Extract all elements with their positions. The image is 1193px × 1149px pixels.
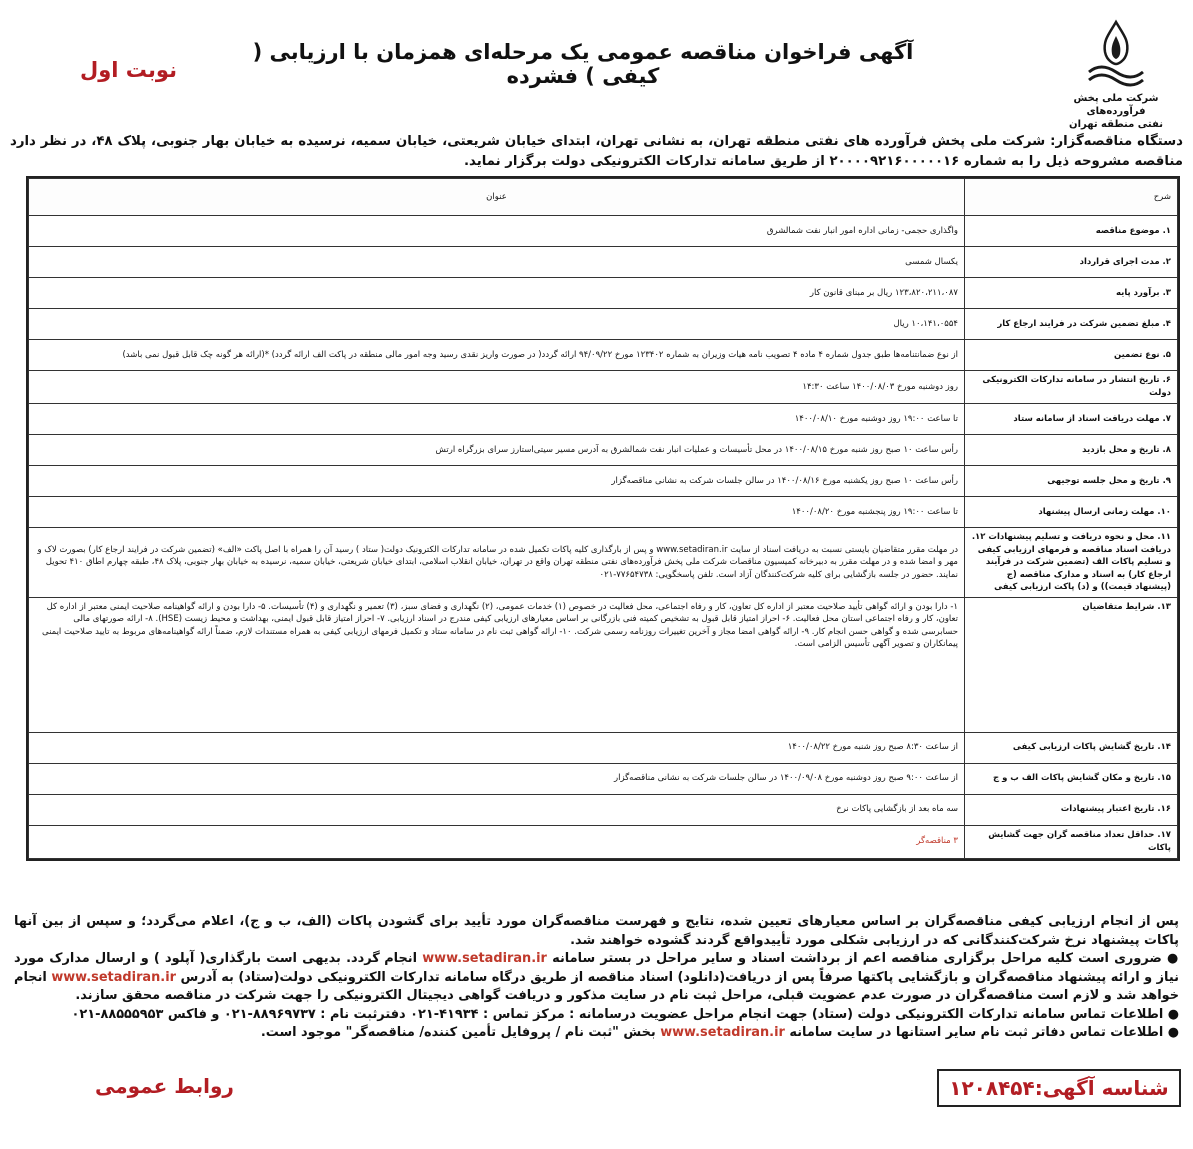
table-row — [29, 794, 1178, 825]
note-provinces-text-a: ● اطلاعات تماس دفاتر ثبت نام سایر استانها در سایت سامانه — [789, 1025, 1179, 1040]
ad-title: آگهی فراخوان مناقصه عمومی یک مرحله‌ای همزمان با ارزیابی ( کیفی ) فشرده — [252, 40, 914, 88]
table-row — [29, 309, 1178, 340]
note-evaluation: پس از انجام ارزیابی کیفی مناقصه‌گران بر اساس معیارهای تعیین شده، نتایج و فهرست مناقصه‌گران مورد تأیید برای گشودن پاکات (الف، ب و ج)، اعلام می‌گردد؛ و سپس از بین آنها پاکات پیشنهاد نرخ شرکت‌کنندگانی که در ارزیابی شکلی مورد تأییدواقع گردند گشوده خواهند شد. — [14, 914, 1179, 948]
intro-paragraph: دستگاه مناقصه‌گزار: شرکت ملی پخش فرآورده های نفتی منطقه تهران، به نشانی تهران، ابتدای خیابان شریعتی، خیابان سمیه، نرسیده به خیابان بهار جنوبی، پلاک ۴۸، در نظر دارد مناقصه مشروحه ذیل را به شماره ۲۰۰۰۰۹۲۱۶۰۰۰۰۰۱۶ از طریق سامانه تدارکات الکترونیکی دولت برگزار نماید. — [10, 134, 1184, 169]
row-label: ۲. مدت اجرای قرارداد — [965, 247, 1178, 278]
tender-table — [26, 176, 1180, 861]
row-label: ۹. تاریخ و محل جلسه توجیهی — [965, 466, 1178, 497]
note-provinces-text-b: بخش "ثبت نام / پروفایل تأمین کننده/ مناقصه‌گر" موجود است. — [260, 1025, 656, 1040]
row-label: ۱۳. شرایط متقاضیان — [965, 597, 1178, 732]
table-row — [29, 247, 1178, 278]
row-value: رأس ساعت ۱۰ صبح روز یکشنبه مورخ ۱۴۰۰/۰۸/۱۶ در سالن جلسات شرکت به نشانی مناقصه‌گزار — [29, 466, 965, 497]
row-label: ۳. برآورد پایه — [965, 278, 1178, 309]
row-value: رأس ساعت ۱۰ صبح روز شنبه مورخ ۱۴۰۰/۰۸/۱۵ در محل تأسیسات و عملیات انبار نفت شمالشرق به آدرس مسیر سیتی‌استارز سرای بزرگراه ارتش — [29, 435, 965, 466]
table-row — [29, 435, 1178, 466]
nioc-flame-icon — [1081, 18, 1151, 90]
row-label: ۷. مهلت دریافت اسناد از سامانه ستاد — [965, 404, 1178, 435]
row-value: روز دوشنبه مورخ ۱۴۰۰/۰۸/۰۳ ساعت ۱۴:۳۰ — [29, 371, 965, 404]
note-setad-process — [14, 950, 1179, 1006]
setad-link-3[interactable]: www.setadiran.ir — [660, 1025, 785, 1040]
ad-id-box: شناسه آگهی:۱۲۰۸۴۵۴ — [937, 1069, 1181, 1107]
row-value: از نوع ضمانتنامه‌ها طبق جدول شماره ۴ ماده ۴ تصویب نامه هیات وزیران به شماره ۱۲۳۴۰۲ مورخ ۹۴/۰۹/۲۲ ارائه گردد( در صورت واریز نقدی رسید وجه امور مالی منطقه در پاکت الف ارائه گردد) *(ارائه هر گونه چک قابل قبول نمی باشد) — [29, 340, 965, 371]
row-label: ۶. تاریخ انتشار در سامانه تدارکات الکترونیکی دولت — [965, 371, 1178, 404]
row-label: ۱۴. تاریخ گشایش پاکات ارزیابی کیفی — [965, 732, 1178, 763]
table-row — [29, 597, 1178, 732]
row-label: ۱۱. محل و نحوه دریافت و تسلیم پیشنهادات ۱۲. دریافت اسناد مناقصه و فرمهای ارزیابی کیفی و تسلیم پاکات الف (تضمین شرکت در فرآیند ارجاع کار) به اسناد و مدارک مناقصه (ج (پیشنهاد قیمت)) و (د) پاکت ارزیابی کیفی — [965, 528, 1178, 598]
row-value: تا ساعت ۱۹:۰۰ روز پنجشنبه مورخ ۱۴۰۰/۰۸/۲۰ — [29, 497, 965, 528]
row-label: ۱۵. تاریخ و مکان گشایش پاکات الف ب و ج — [965, 763, 1178, 794]
row-label: ۱۶. تاریخ اعتبار پیشنهادات — [965, 794, 1178, 825]
table-row — [29, 278, 1178, 309]
row-value: ۳ مناقصه‌گر — [29, 825, 965, 858]
round-label: نوبت اول — [80, 58, 177, 82]
row-label: ۱۷. حداقل تعداد مناقصه گران جهت گشایش پاکات — [965, 825, 1178, 858]
row-label: ۵. نوع تضمین — [965, 340, 1178, 371]
row-value: یکسال شمسی — [29, 247, 965, 278]
row-label: ۸. تاریخ و محل بازدید — [965, 435, 1178, 466]
notes-section — [14, 913, 1179, 1043]
row-label: ۱۰. مهلت زمانی ارسال پیشنهاد — [965, 497, 1178, 528]
table-row — [29, 825, 1178, 858]
table-row — [29, 763, 1178, 794]
table-row — [29, 371, 1178, 404]
company-name-line2: نفتی منطقه تهران — [1069, 119, 1163, 130]
row-value: تا ساعت ۱۹:۰۰ روز دوشنبه مورخ ۱۴۰۰/۰۸/۱۰ — [29, 404, 965, 435]
row-value: ۱۰،۱۴۱،۰۵۵۴ ریال — [29, 309, 965, 340]
company-logo — [1057, 18, 1175, 138]
table-row — [29, 528, 1178, 598]
row-label: ۴. مبلغ تضمین شرکت در فرایند ارجاع کار — [965, 309, 1178, 340]
note-contact: ● اطلاعات تماس سامانه تدارکات الکترونیکی دولت (ستاد) جهت انجام مراحل عضویت درسامانه : مرکز تماس : ۴۱۹۳۴-۰۲۱ دفترثبت نام : ۸۸۹۶۹۷۳۷-۰۲۱ و فاکس ۸۸۵۵۵۹۵۳-۰۲۱ — [71, 1006, 1179, 1022]
col-label-header: شرح — [965, 179, 1178, 216]
setad-link[interactable]: www.setadiran.ir — [422, 951, 547, 966]
table-row — [29, 466, 1178, 497]
row-label: ۱. موضوع مناقصه — [965, 216, 1178, 247]
table-row — [29, 497, 1178, 528]
table-row — [29, 340, 1178, 371]
company-name — [1057, 92, 1175, 131]
table-row — [29, 732, 1178, 763]
row-value: از ساعت ۸:۳۰ صبح روز شنبه مورخ ۱۴۰۰/۰۸/۲۲ — [29, 732, 965, 763]
row-value: ۱۲۳،۸۲۰،۲۱۱،۰۸۷ ریال بر مبنای قانون کار — [29, 278, 965, 309]
company-name-line1: شرکت ملی پخش فرآورده‌های — [1073, 93, 1159, 117]
note-setad-text-c: انجام خواهد شد و لازم است مناقصه‌گران در صورت عدم عضویت قبلی، مراحل ثبت نام در سایت مذکور و دریافت گواهی دیجیتال الکترونیکی را جهت شرکت در مناقصه محقق سازند. — [14, 969, 1179, 1003]
row-value: در مهلت مقرر متقاضیان بایستی نسبت به دریافت اسناد از سایت www.setadiran.ir و پس از بارگذاری کلیه پاکات تکمیل شده در سامانه تدارکات الکترونیک دولت( ستاد ) رسید آن را همراه با اصل پاکت «الف» (تضمین شرکت در فرایند ارجاع کار) بصورت لاک و مهر و امضا شده و در مهلت مقرر به دبیرخانه کمیسیون مناقصات شرکت ملی پخش فرآورده‌های نفتی منطقه تهران واقع در تهران، خیابان انقلاب اسلامی، ابتدای خیابان شریعتی، خیابان سمیه، نرسیده به خیابان بهار جنوبی، پلاک ۴۸، طبقه چهارم اطاق ۴۱۰ تحویل نمایند. حضور در جلسه بازگشایی برای کلیه شرکت‌کنندگان آزاد است. تلفن پاسخگویی: ۷۷۶۵۴۷۳۸-۰۲۱ — [29, 528, 965, 598]
note-setad-text-b: انجام گردد. بدیهی است بارگذاری( آپلود ) و ارسال مدارک مورد نیاز و ارائه پیشنهاد مناقصه‌گران و بازگشایی پاکتها صرفاً پس از دریافت(دانلود) اسناد مناقصه از طریق درگاه سامانه تدارکات الکترونیکی دولت(ستاد) به آدرس — [14, 951, 1179, 985]
table-row — [29, 404, 1178, 435]
note-provinces — [14, 1024, 1179, 1043]
table-header-row — [29, 179, 1178, 216]
row-value: سه ماه بعد از بازگشایی پاکات نرخ — [29, 794, 965, 825]
setad-link-2[interactable]: www.setadiran.ir — [51, 969, 176, 985]
public-relations-label: روابط عمومی — [95, 1074, 234, 1098]
row-value: ۱- دارا بودن و ارائه گواهی تأیید صلاحیت معتبر از اداره کل تعاون، کار و رفاه اجتماعی، محل فعالیت در خصوص (۱) خدمات عمومی، (۲) نگهداری و فضای سبز، (۳) تعمیر و نگهداری و (۴) تأسیسات. ۵- دارا بودن و ارائه گواهینامه صلاحیت ایمنی معتبر از اداره کل تعاون، کار و رفاه اجتماعی استان محل فعالیت. ۶- احراز امتیاز قابل قبول به تشخیص کمیته فنی بازرگانی بر اساس معیارهای ارزیابی کیفی مندرج در اسناد ارزیابی. ۷- احراز امتیاز قابل قبول ایمنی، بهداشت و محیط زیست (HSE). ۸- ارائه صورتهای مالی حسابرسی شده و گواهی حسن انجام کار. ۹- ارائه گواهی امضا مجاز و آخرین تغییرات روزنامه رسمی شرکت. ۱۰- ارائه گواهی ثبت نام در سامانه ستاد و تکمیل فرمهای ارزیابی کیفی به همراه مستندات لازم، ضمناً ارائه گواهینامه‌های مربوط به تایید صلاحیت ایمنی پیمانکاران و تصویر آگهی تأسیس الزامی است. — [29, 597, 965, 732]
note-setad-text-a: ● ضروری است کلیه مراحل برگزاری مناقصه اعم از برداشت اسناد و سایر مراحل در بستر سامانه — [552, 951, 1180, 966]
table-row — [29, 216, 1178, 247]
col-value-header: عنوان — [29, 179, 965, 216]
row-value: واگذاری حجمی- زمانی اداره امور انبار نفت شمالشرق — [29, 216, 965, 247]
row-value: از ساعت ۹:۰۰ صبح روز دوشنبه مورخ ۱۴۰۰/۰۹/۰۸ در سالن جلسات شرکت به نشانی مناقصه‌گزار — [29, 763, 965, 794]
